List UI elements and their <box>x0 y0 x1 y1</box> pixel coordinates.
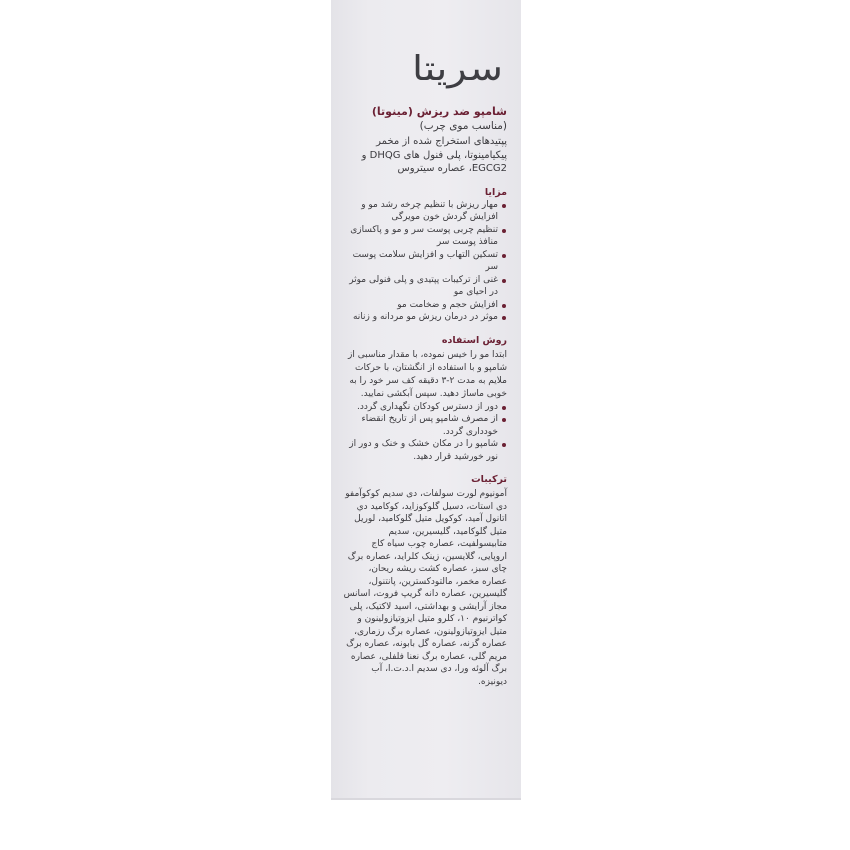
benefits-list <box>343 199 507 324</box>
product-subtitle: (مناسب موی چرب) <box>419 120 507 132</box>
benefit-item: تنظیم چربی پوست سر و مو و پاکسازی منافذ پوست سر <box>343 224 507 249</box>
benefit-item: مهار ریزش با تنظیم چرخه رشد مو و افزایش گردش خون مویرگی <box>343 199 507 224</box>
warning-item: شامپو را در مکان خشک و خنک و دور از نور خورشید قرار دهید. <box>343 438 507 463</box>
benefit-item: تسکین التهاب و افزایش سلامت پوست سر <box>343 249 507 274</box>
brand-logo: سریتا <box>412 49 503 89</box>
label-content <box>343 49 507 688</box>
usage-heading: روش استفاده <box>441 334 507 346</box>
warning-item: دور از دسترس کودکان نگهداری گردد. <box>343 401 507 414</box>
product-title: شامپو ضد ریزش (مینوتا) <box>371 105 507 118</box>
warnings-list <box>343 401 507 464</box>
ingredients-heading: ترکیبات <box>471 474 507 485</box>
product-intro: پپتیدهای استخراج شده از مخمر پیکیامینوتا، پلی فنول های DHQG و EGCG2، عصاره سیتروس <box>361 136 507 174</box>
benefits-heading: مزایا <box>484 186 507 198</box>
benefit-item: موثر در درمان ریزش مو مردانه و زنانه <box>343 311 507 324</box>
ingredients-text: آمونیوم لورت سولفات، دی سدیم کوکوآمفو دی استات، دسیل گلوکوزاید، کوکامید دي اتانول آمید، کوکویل متیل گلوکامید، لوریل متیل گلوکامید، گلیسیرین، سدیم متابیسولفیت، عصاره چوب سیاه کاج اروپایی، گلایسین، زینک کلراید، عصاره برگ چای سبز، عصاره کشت ریشه ریحان، عصاره مخمر، مالتودکسترین، پانتنول، گلیسیرین، عصاره دانه گریپ فروت، اسانس مجاز آرایشی و بهداشتی، اسید لاکتیک، پلی کواترنیوم ۱۰، کلرو متیل ایزوتیازولینون و متیل ایزوتیازولینون، عصاره برگ رزماری، عصاره گزنه، عصاره گل بابونه، عصاره برگ مریم گلی، عصاره برگ نعنا فلفلی، عصاره برگ آلوئه ورا، دی سدیم ا.د.ت.ا، آب دیونیزه. <box>343 489 507 687</box>
usage-text: ابتدا مو را خیس نموده، با مقدار مناسبی از شامپو و با استفاده از انگشتان، با حرکات ملایم به مدت ۲-۳ دقیقه کف سر خود را به خوبی ماساژ دهید. سپس آبکشی نمایید. <box>348 349 507 399</box>
benefit-item: افزایش حجم و ضخامت مو <box>343 299 507 312</box>
benefit-item: غنی از ترکیبات پپتیدی و پلی فنولی موثر در احیای مو <box>343 274 507 299</box>
warning-item: از مصرف شامپو پس از تاریخ انقضاء خودداری گردد. <box>343 413 507 438</box>
